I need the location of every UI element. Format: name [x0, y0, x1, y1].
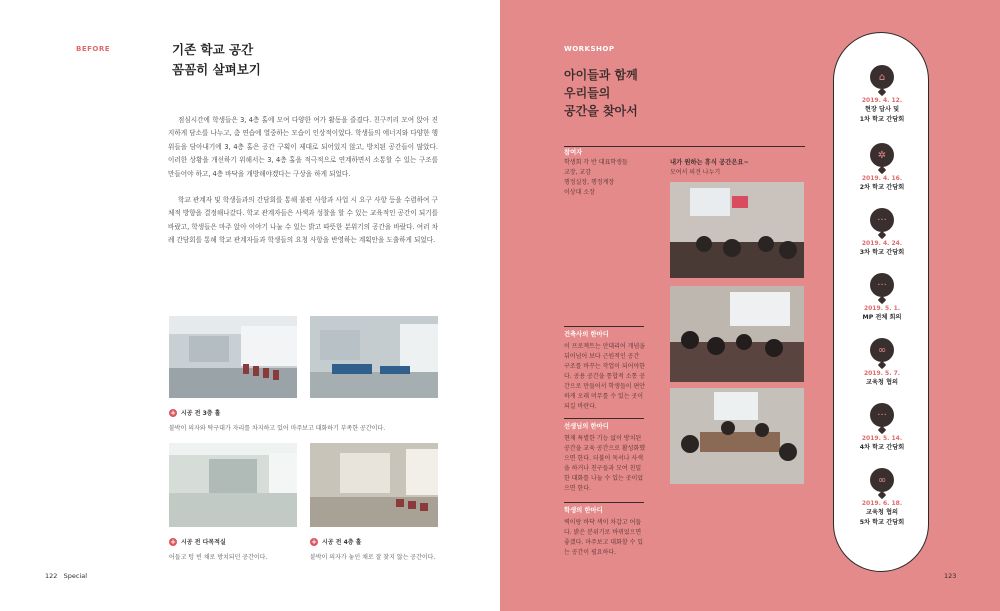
photo-3f-hall-b [310, 316, 438, 398]
timeline-label: 교육청 협의 [865, 509, 899, 516]
timeline-date: 2019. 4. 24. [861, 240, 903, 247]
divider [564, 326, 644, 327]
timeline-date: 2019. 4. 12. [861, 97, 903, 104]
photo-3f-hall-a [169, 316, 297, 398]
participant-item: 행정실장, 행정계장 [564, 179, 615, 186]
timeline-date: 2019. 6. 18. [861, 500, 903, 507]
timeline-panel [833, 32, 929, 572]
caption-title: 시공 전 다목적실 [181, 539, 226, 546]
timeline-item [834, 143, 930, 192]
chat-bubble-icon: ··· [870, 208, 894, 232]
body-paragraph-2: 학교 관계자 및 학생들과의 간담회를 통해 불편 사항과 사업 시 요구 사항 등을 수렴하여 구체적 방향을 결정해나갔다. 학교 관계자들은 사색과 성찰을 할 수 있는 교육적인 공간이 되기를 바랐고, 학생들은 마주 앉아 이야기 나눌 수 있는 밝고 따뜻한 분위기의 공간을 바랐다. 여러 차례 간담회를 통해 학교 관계자들과 학생들의 요청 사항을 반영하는 계획안을 도출하게 되었다. [168, 196, 438, 245]
workshop-photo-1 [670, 182, 804, 278]
caption-desc: 붙박이 의자가 놓인 채로 잘 찾지 않는 공간이다. [310, 554, 436, 561]
timeline-date: 2019. 5. 7. [863, 370, 901, 377]
page-title [172, 40, 261, 80]
plus-icon: + [170, 408, 176, 417]
caption-title: 시공 전 3층 홀 [181, 410, 221, 417]
title-line-2: 우리들의 [564, 86, 611, 100]
title-line-2: 꼼꼼히 살펴보기 [172, 62, 261, 77]
timeline-date: 2019. 5. 1. [863, 305, 901, 312]
caption-title: 시공 전 4층 홀 [322, 539, 362, 546]
workshop-photo-2 [670, 286, 804, 382]
title-line-1: 기존 학교 공간 [172, 42, 254, 57]
page-number [45, 572, 87, 580]
timeline-label: 현장 답사 및 [864, 106, 900, 113]
title-line-3: 공간을 찾아서 [564, 104, 638, 118]
student-comment [564, 506, 646, 558]
body-paragraph-1: 점심시간에 학생들은 3, 4층 홀에 모여 다양한 여가 활동을 즐겼다. 친구끼리 모여 앉아 진지하게 담소를 나누고, 춤 연습에 열중하는 모습이 인상적이었다. 학생들의 에너지와 다양한 행위들을 담아내기에 3, 4층 홀은 공간 구획이 제대로 되어있지 않고, 방치된 공간들이 많았다. 이러한 상황을 개선하기 위해서는 3, 4층 홀을 적극적으로 연계하면서 소통할 수 있는 구조를 만들어야 하고, 4층 바닥을 개방해야겠다는 구상을 하게 되었다. [168, 116, 438, 178]
workshop-photo-3 [670, 388, 804, 484]
meeting-icon: ∞ [870, 468, 894, 492]
building-icon: ⌂ [870, 65, 894, 89]
title-line-1: 아이들과 함께 [564, 68, 638, 82]
timeline-item [834, 403, 930, 452]
student-text: 벽이랑 바닥 색이 차갑고 어둡다. 밝은 분위기로 바뀌었으면 좋겠다. 마주보고 대화할 수 있는 공간이 필요하다. [564, 519, 644, 556]
teacher-comment [564, 422, 646, 494]
teacher-text: 현재 특별한 기능 없이 방치된 공간을 교육 공간으로 활성화했으면 한다. 더불어 독서나 사색을 하거나 친구들과 모여 친밀한 대화를 나눌 수 있는 곳이었으면 한다. [564, 435, 646, 492]
page-label: Special [63, 572, 88, 580]
architect-heading: 건축사의 한마디 [564, 331, 609, 338]
timeline-label: 2차 학교 간담회 [859, 184, 905, 191]
timeline-label-2: 5차 학교 간담회 [859, 519, 905, 526]
section-tag: BEFORE [76, 45, 111, 53]
timeline-item [834, 273, 930, 322]
participants-heading: 참여자 [564, 149, 583, 156]
participant-item: 이상대 소장 [564, 189, 595, 196]
chat-bubble-icon: ··· [870, 403, 894, 427]
timeline-date: 2019. 5. 14. [861, 435, 903, 442]
photo-caption-text: 모여서 의견 나누기 [670, 169, 721, 176]
teacher-heading: 선생님의 한마디 [564, 423, 609, 430]
timeline-item [834, 65, 930, 124]
participant-item: 학생회 각 반 대표학생들 [564, 159, 628, 166]
photo-caption [670, 158, 810, 178]
timeline-label: MP 전체 회의 [862, 314, 902, 321]
divider [564, 146, 805, 147]
caption-desc: 어둡고 텅 빈 채로 방치되던 공간이다. [169, 554, 268, 561]
photo-caption-heading: 내가 원하는 휴식 공간은요~ [670, 159, 749, 166]
architect-comment [564, 330, 646, 412]
photo-4f-hall [310, 443, 438, 527]
timeline-item [834, 468, 930, 527]
section-tag: WORKSHOP [564, 45, 615, 53]
page-title [564, 66, 638, 120]
caption-multipurpose-room [169, 537, 267, 561]
plus-icon: + [170, 537, 176, 546]
timeline-label: 4차 학교 간담회 [859, 444, 905, 451]
timeline-date: 2019. 4. 16. [861, 175, 903, 182]
architect-text: 이 프로젝트는 안대리어 개념을 뒤어넘어 보다 근원적인 공간 구조를 바꾸는 작업이 되어야한다. 공용 공간을 통합적 소통 공간으로 만들어서 학생들이 편안하게 오래 머무를 수 있는 곳이 되길 바란다. [564, 343, 646, 410]
page-number-value: 122 [45, 572, 58, 580]
participant-item: 교장, 교감 [564, 169, 591, 176]
plus-icon: + [311, 537, 317, 546]
divider [564, 418, 644, 419]
student-heading: 학생의 한마디 [564, 507, 603, 514]
chat-bubble-icon: ··· [870, 273, 894, 297]
photo-multipurpose-room [169, 443, 297, 527]
divider [564, 502, 644, 503]
meeting-icon: ∞ [870, 338, 894, 362]
timeline-label: 교육청 협의 [865, 379, 899, 386]
timeline-label: 3차 학교 간담회 [859, 249, 905, 256]
caption-3f-hall [169, 408, 385, 432]
people-network-icon: ✲ [870, 143, 894, 167]
page-number: 123 [944, 572, 957, 580]
caption-4f-hall [310, 537, 435, 561]
timeline-item [834, 208, 930, 257]
timeline-item [834, 338, 930, 387]
timeline-label-2: 1차 학교 간담회 [859, 116, 905, 123]
caption-desc: 붙박이 의자와 탁구대가 자리를 차지하고 있어 마주보고 대화하기 부족한 공간이다. [169, 425, 386, 432]
